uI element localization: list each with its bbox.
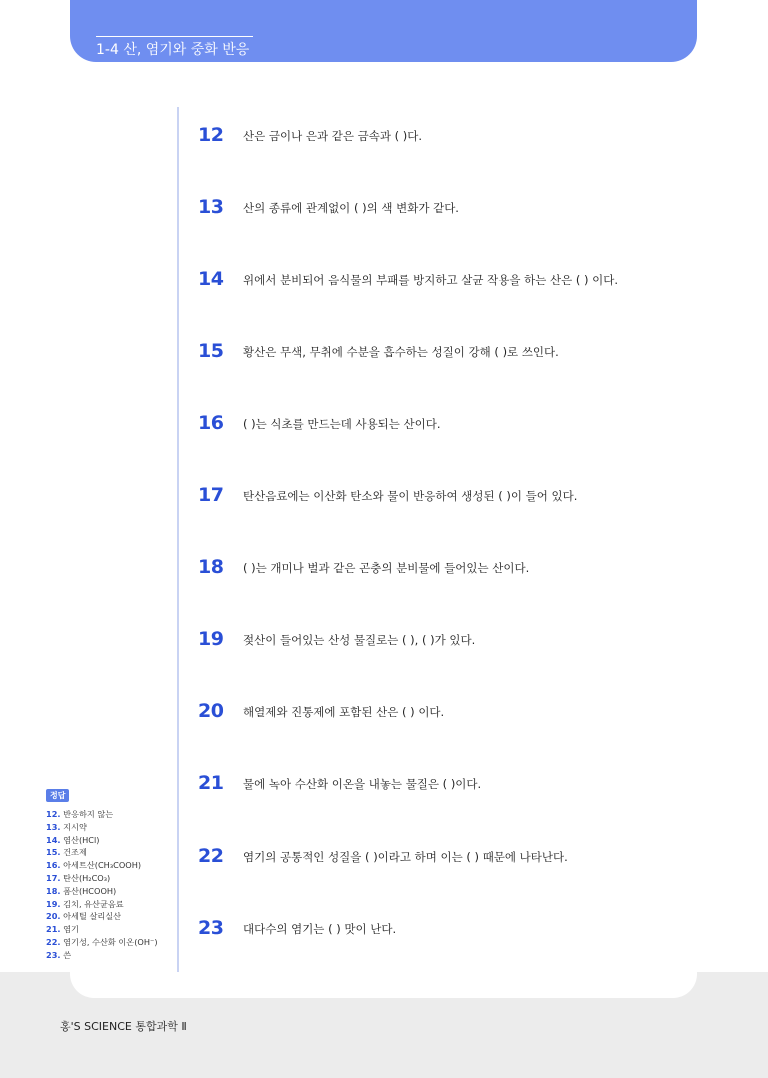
answer-number: 20. (46, 911, 61, 922)
question-number: 13 (198, 196, 224, 218)
question-number: 18 (198, 556, 224, 578)
question-number: 15 (198, 340, 224, 362)
question-text: 탄산음료에는 이산화 탄소와 물이 반응하여 생성된 ( )이 들어 있다. (243, 489, 578, 503)
answer-text: 아세틸 살리실산 (63, 911, 122, 922)
answer-number: 15. (46, 847, 61, 858)
margin-divider (177, 107, 179, 982)
answer-number: 21. (46, 924, 61, 935)
question-number: 20 (198, 700, 224, 722)
chapter-header (70, 0, 697, 62)
question-item (198, 556, 718, 586)
question-text: ( )는 개미나 벌과 같은 곤충의 분비물에 들어있는 산이다. (243, 561, 530, 575)
header-divider (96, 36, 253, 37)
question-item (198, 196, 718, 226)
answer-item (46, 936, 176, 949)
question-number: 19 (198, 628, 224, 650)
answer-text: 탄산(H₂CO₃) (63, 872, 111, 883)
question-item (198, 845, 718, 875)
answer-item (46, 808, 176, 821)
question-text: 염기의 공통적인 성질을 ( )이라고 하며 이는 ( ) 때문에 나타난다. (243, 850, 568, 864)
question-text: 산의 종류에 관계없이 ( )의 색 변화가 같다. (243, 201, 459, 215)
question-text: 위에서 분비되어 음식물의 부패를 방지하고 살균 작용을 하는 산은 ( ) 이다. (243, 273, 618, 287)
question-text: ( )는 식초를 만드는데 사용되는 산이다. (243, 417, 441, 431)
page-footer (0, 972, 768, 1078)
answer-number: 17. (46, 872, 61, 883)
question-item (198, 484, 718, 514)
answer-text: 염산(HCl) (63, 834, 100, 845)
footer-curve (70, 972, 697, 998)
question-number: 21 (198, 772, 224, 794)
book-title: 홍'S SCIENCE 통합과학 Ⅱ (60, 1020, 187, 1033)
question-item (198, 628, 718, 658)
answer-number: 18. (46, 885, 61, 896)
answer-number: 22. (46, 936, 61, 947)
answer-item (46, 821, 176, 834)
question-item (198, 700, 718, 730)
question-text: 젖산이 들어있는 산성 물질로는 ( ), ( )가 있다. (243, 633, 476, 647)
answer-text: 지시약 (63, 821, 87, 832)
question-number: 12 (198, 124, 224, 146)
answer-item (46, 910, 176, 923)
answer-number: 14. (46, 834, 61, 845)
answer-item (46, 846, 176, 859)
answer-item (46, 885, 176, 898)
question-number: 17 (198, 484, 224, 506)
answer-text: 염기성, 수산화 이온(OH⁻) (63, 936, 158, 947)
question-item (198, 340, 718, 370)
question-item (198, 917, 718, 947)
answer-item (46, 949, 176, 962)
answer-number: 23. (46, 949, 61, 960)
answer-text: 김치, 유산균음료 (63, 898, 124, 909)
question-text: 해열제와 진통제에 포함된 산은 ( ) 이다. (243, 705, 445, 719)
answer-number: 13. (46, 821, 61, 832)
answer-text: 쓴 (63, 949, 72, 960)
answer-item (46, 859, 176, 872)
question-text: 대다수의 염기는 ( ) 맛이 난다. (243, 922, 397, 936)
question-number: 14 (198, 268, 224, 290)
question-text: 물에 녹아 수산화 이온을 내놓는 물질은 ( )이다. (243, 777, 482, 791)
answer-item (46, 834, 176, 847)
answer-key (46, 783, 176, 968)
answer-number: 12. (46, 809, 61, 819)
chapter-title: 1-4 산, 염기와 중화 반응 (96, 42, 250, 58)
answer-text: 아세트산(CH₃COOH) (63, 860, 142, 871)
question-item (198, 772, 718, 802)
answer-text: 건조제 (63, 847, 87, 858)
question-text: 산은 금이나 은과 같은 금속과 ( )다. (243, 129, 422, 143)
answer-item (46, 923, 176, 936)
answer-text: 반응하지 않는 (63, 809, 114, 819)
answer-item (46, 898, 176, 911)
question-text: 황산은 무색, 무취에 수분을 흡수하는 성질이 강해 ( )로 쓰인다. (243, 345, 559, 359)
question-number: 23 (198, 917, 224, 939)
answer-item (46, 872, 176, 885)
answer-number: 16. (46, 860, 61, 871)
question-item (198, 124, 718, 154)
answer-badge: 정답 (46, 789, 69, 802)
answer-text: 폼산(HCOOH) (63, 885, 117, 896)
question-number: 22 (198, 845, 224, 867)
answer-number: 19. (46, 898, 61, 909)
question-item (198, 412, 718, 442)
answer-text: 염기 (63, 924, 79, 935)
question-number: 16 (198, 412, 224, 434)
question-item (198, 268, 718, 298)
